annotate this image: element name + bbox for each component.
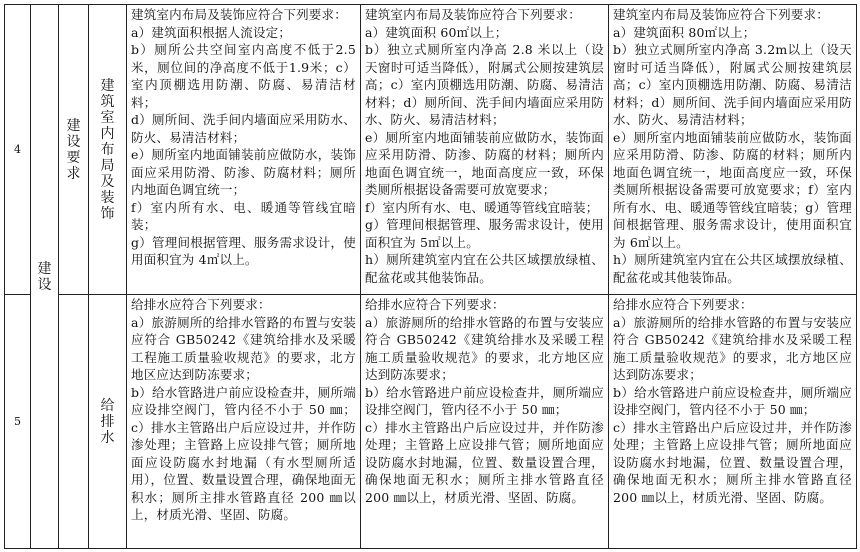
cell-item: b）独立式厕所室内净高 2.8 米以上（设天窗时可适当降低），附属式公厕按建筑层高；c）室内顶棚选用防潮、防腐、易清洁材料；d）厕所间、洗手间内墙面应采用防水、防火、易清洁材料；: [365, 42, 604, 127]
grade3-cell: [609, 295, 857, 549]
cell-item: a）旅游厕所的给排水管路的布置与安装应符合 GB50242《建筑给排水及采暖工程施工质量验收规范》的要求，北方地区应达到防冻要求；: [365, 314, 604, 382]
grade2-cell: [361, 5, 609, 295]
cell-intro: 给排水应符合下列要求：: [613, 297, 753, 312]
topic-cell: [89, 295, 127, 549]
cell-intro: 建筑室内布局及装饰应符合下列要求：: [131, 7, 347, 22]
cell-item: f）室内所有水、电、暖通等管线宜暗装；: [365, 199, 599, 215]
cell-item: a）建筑面积根据人流设定；: [131, 24, 292, 40]
requirements-table: [4, 4, 857, 549]
merged-aspect-cell: [31, 5, 59, 549]
cell-item: h）厕所建筑室内宜在公共区域摆放绿植、配盆花或其他装饰品。: [365, 252, 604, 285]
topic-cell: [89, 5, 127, 295]
cell-item: a）建筑面积 60㎡以上；: [365, 24, 508, 40]
cell-item: b）给水管路进户前应设检查井，厕所端应设排空阀门，管内径不小于 50 ㎜；: [613, 384, 852, 417]
cell-item: d）厕所间、洗手间内墙面应采用防水、防火、易清洁材料；: [131, 112, 356, 145]
cell-item: g）管理间根据管理、服务需求设计，使用面积宜为 5㎡以上。: [365, 217, 604, 250]
cell-item: b）给水管路进户前应设检查井，厕所端应设排空阀门，管内径不小于 50 ㎜；: [365, 384, 604, 417]
table-row: [5, 5, 857, 295]
grade3-cell: [609, 5, 857, 295]
cell-item: e）厕所室内地面铺装前应做防水，装饰面应采用防滑、防渗、防腐材料；厕所内地面色调宜统一；: [131, 147, 356, 197]
cell-intro: 给排水应符合下列要求：: [131, 297, 271, 312]
cell-item: b）厕所公共空间室内高度不低于2.5米，厕位间的净高度不低于1.9米；c）室内顶棚选用防潮、防腐、易清洁材料；: [131, 42, 356, 110]
cell-item: a）建筑面积 80㎡以上；: [613, 24, 756, 40]
aspect-cell: [59, 295, 89, 549]
cell-item: c）排水主管路出户后应设过井，并作防渗处理；主管路上应设排气管；厕所地面应设防腐水封地漏，位置、数量设置合理，确保地面无积水；厕所主排水管路直径 200 ㎜以上，材质光滑、坚固、防腐。: [613, 419, 852, 505]
cell-intro: 建筑室内布局及装饰应符合下列要求：: [613, 7, 829, 22]
cell-intro: 给排水应符合下列要求：: [365, 297, 505, 312]
topic-label: 给排水: [100, 397, 115, 446]
grade1-cell: [127, 5, 361, 295]
cell-item: c）排水主管路出户后应设过井，并作防渗处理；主管路上应设排气管；厕所地面应设防腐水封地漏，位置、数量设置合理，确保地面无积水；厕所主排水管路直径 200 ㎜以上，材质光滑、坚固、防腐。: [365, 419, 604, 505]
table-row: [5, 295, 857, 549]
topic-label: 建筑室内布局及装饰: [100, 77, 115, 222]
cell-item: b）给水管路进户前应设检查井，厕所端应设排空阀门，管内径不小于 50 ㎜；c）排水主管路出户后应设过井，并作防渗处理；主管路上应设排气管；厕所地面应设防腐水封地漏（有水型厕所适用），位置、数量设置合理，确保地面无积水；厕所主排水管路直径 200 ㎜以上，材质光滑、坚固、防腐。: [131, 384, 356, 522]
aspect-label: 建设要求: [66, 117, 81, 182]
aspect-cell: [59, 5, 89, 295]
cell-item: f）室内所有水、电、暖通等管线宜暗装；: [131, 199, 356, 232]
row-number: 4: [5, 5, 31, 295]
cell-intro: 建筑室内布局及装饰应符合下列要求：: [365, 7, 581, 22]
cell-item: a）旅游厕所的给排水管路的布置与安装应符合 GB50242《建筑给排水及采暖工程施工质量验收规范》的要求，北方地区应达到防冻要求；: [131, 314, 356, 382]
cell-item: h）厕所建筑室内宜在公共区域摆放绿植、配盆花或其他装饰品。: [613, 252, 852, 285]
cell-item: b）独立式厕所室内净高 3.2m以上（设天窗时可适当降低），附属式公厕按建筑层高；c）室内顶棚选用防潮、防腐、易清洁材料；d）厕所间、洗手间内墙面应采用防水、防火、易清洁材料；: [613, 42, 852, 127]
cell-item: g）管理间根据管理、服务需求设计，使用面积宜为 4㎡以上。: [131, 234, 356, 267]
row-number: 5: [5, 295, 31, 549]
cell-item: e）厕所室内地面铺装前应做防水，装饰面应采用防滑、防渗、防腐的材料；厕所内地面色调宜统一，地面高度应一致，环保类厕所根据设备需要可放宽要求；: [365, 129, 604, 197]
grade1-cell: [127, 295, 361, 549]
grade2-cell: [361, 295, 609, 549]
cell-item: a）旅游厕所的给排水管路的布置与安装应符合 GB50242《建筑给排水及采暖工程施工质量验收规范》的要求，北方地区应达到防冻要求；: [613, 314, 852, 382]
merged-aspect-label: 建设: [37, 260, 52, 293]
cell-item: e）厕所室内地面铺装前应做防水，装饰面应采用防滑、防渗、防腐的材料；厕所内地面色调宜统一，地面高度应一致，环保类厕所根据设备需要可放宽要求；f）室内所有水、电、暖通等管线宜暗装；g）管理间根据管理、服务需求设计，使用面积宜为 6㎡以上。: [613, 129, 852, 250]
